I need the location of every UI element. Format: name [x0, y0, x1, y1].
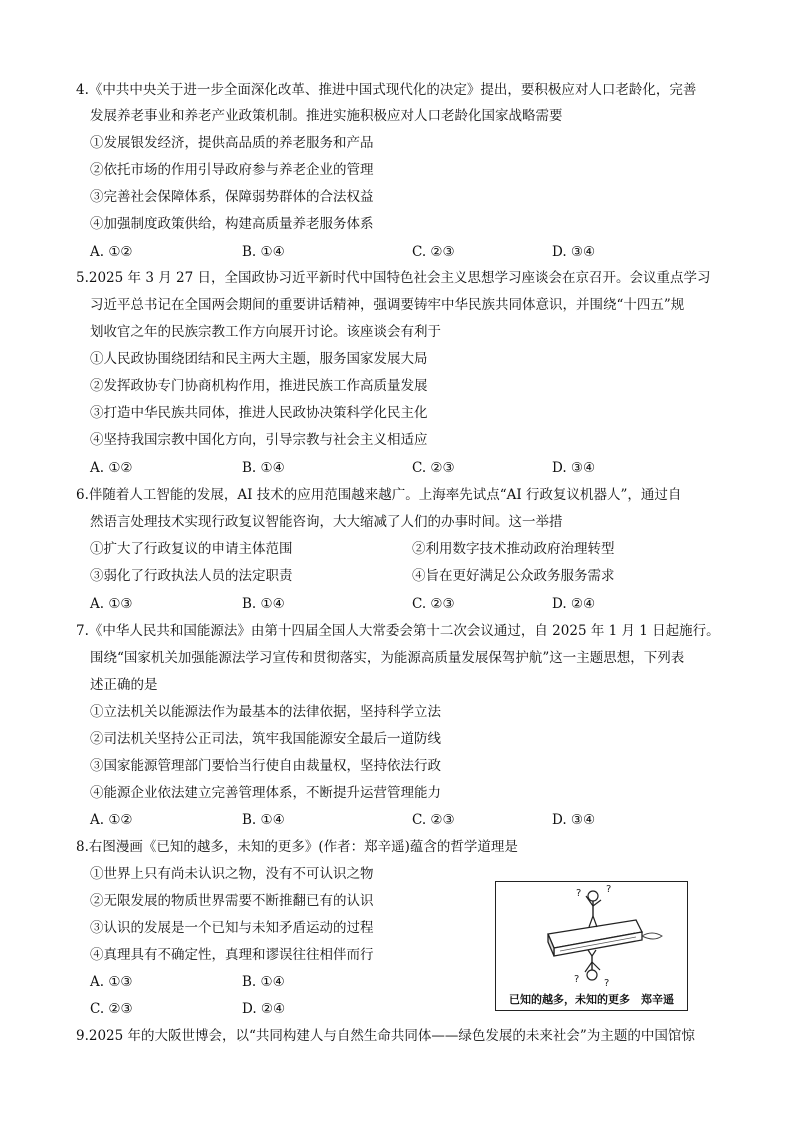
cartoon-drawing [496, 882, 687, 992]
cartoon-caption: 已知的越多，未知的更多 郑辛遥 [509, 993, 674, 1006]
q6-choice-c: C. ②③ [412, 596, 455, 612]
q7-statement-1: ①立法机关以能源法作为最基本的法律依据，坚持科学立法 [90, 704, 441, 720]
q9-stem: 9.2025 年的大阪世博会，以“共同构建人与自然生命共同体——绿色发展的未来社会”为主题的中国馆惊 [76, 1028, 695, 1044]
q5-choice-a: A. ①② [90, 460, 133, 476]
q4-stem-line-2: 发展养老事业和养老产业政策机制。推进实施积极应对人口老龄化国家战略需要 [90, 108, 563, 124]
q4-choice-a: A. ①② [90, 244, 133, 260]
q6-statement-2: ②利用数字技术推动政府治理转型 [412, 541, 615, 557]
q5-stem-line-3: 划收官之年的民族宗教工作方向展开讨论。该座谈会有利于 [90, 324, 441, 340]
q7-choice-b: B. ①④ [242, 812, 285, 828]
q5-stem-line-1: 5.2025 年 3 月 27 日，全国政协习近平新时代中国特色社会主义思想学习座谈会在京召开。会议重点学习 [76, 270, 711, 286]
q4-choice-c: C. ②③ [412, 244, 455, 260]
q5-choice-b: B. ①④ [242, 460, 285, 476]
q8-choice-c: C. ②③ [90, 1001, 133, 1017]
q6-stem-line-2: 然语言处理技术实现行政复议智能咨询，大大缩减了人们的办事时间。这一举措 [90, 514, 563, 530]
cartoon-illustration [495, 881, 688, 1011]
q8-statement-1: ①世界上只有尚未认识之物，没有不可认识之物 [90, 866, 374, 882]
q4-choice-b: B. ①④ [242, 244, 285, 260]
q4-choice-d: D. ③④ [552, 244, 596, 260]
q8-stem: 8.右图漫画《已知的越多，未知的更多》(作者：郑辛遥)蕴含的哲学道理是 [76, 839, 518, 855]
q8-statement-4: ④真理具有不确定性，真理和谬误往往相伴而行 [90, 947, 374, 963]
q7-stem-line-3: 述正确的是 [90, 677, 158, 693]
q7-statement-2: ②司法机关坚持公正司法，筑牢我国能源安全最后一道防线 [90, 731, 441, 747]
q6-stem-line-1: 6.伴随着人工智能的发展，AI 技术的应用范围越来越广。上海率先试点“AI 行政复议机器人”，通过自 [76, 487, 682, 503]
q8-statement-3: ③认识的发展是一个已知与未知矛盾运动的过程 [90, 920, 374, 936]
q4-statement-1: ①发展银发经济，提供高品质的养老服务和产品 [90, 135, 374, 151]
q7-statement-4: ④能源企业依法建立完善管理体系，不断提升运营管理能力 [90, 785, 441, 801]
q8-statement-2: ②无限发展的物质世界需要不断推翻已有的认识 [90, 893, 374, 909]
q7-stem-line-2: 围绕“国家机关加强能源法学习宣传和贯彻落实，为能源高质量发展保驾护航”这一主题思想，下列表 [90, 650, 685, 666]
q8-choice-a: A. ①③ [90, 974, 133, 990]
q4-stem-line-1: 4.《中共中央关于进一步全面深化改革、推进中国式现代化的决定》提出，要积极应对人口老龄化，完善 [76, 82, 697, 98]
q6-statement-1: ①扩大了行政复议的申请主体范围 [90, 541, 293, 557]
q7-choice-c: C. ②③ [412, 812, 455, 828]
q6-statement-3: ③弱化了行政执法人员的法定职责 [90, 568, 293, 584]
q6-choice-d: D. ②④ [552, 596, 596, 612]
svg-text:?: ? [574, 974, 580, 985]
q5-statement-2: ②发挥政协专门协商机构作用，推进民族工作高质量发展 [90, 378, 428, 394]
svg-text:?: ? [606, 884, 612, 895]
q5-statement-3: ③打造中华民族共同体，推进人民政协决策科学化民主化 [90, 405, 428, 421]
q4-statement-2: ②依托市场的作用引导政府参与养老企业的管理 [90, 162, 374, 178]
q5-stem-line-2: 习近平总书记在全国两会期间的重要讲话精神，强调要铸牢中华民族共同体意识，并围绕“十四五”规 [90, 297, 685, 313]
q4-statement-3: ③完善社会保障体系，保障弱势群体的合法权益 [90, 189, 374, 205]
q5-choice-c: C. ②③ [412, 460, 455, 476]
q8-choice-b: B. ①④ [242, 974, 285, 990]
q8-choice-d: D. ②④ [242, 1001, 286, 1017]
q5-statement-4: ④坚持我国宗教中国化方向，引导宗教与社会主义相适应 [90, 432, 428, 448]
q4-statement-4: ④加强制度政策供给，构建高质量养老服务体系 [90, 216, 374, 232]
q6-choice-a: A. ①③ [90, 596, 133, 612]
q7-choice-a: A. ①② [90, 812, 133, 828]
q6-statement-4: ④旨在更好满足公众政务服务需求 [412, 568, 615, 584]
q5-choice-d: D. ③④ [552, 460, 596, 476]
q7-stem-line-1: 7.《中华人民共和国能源法》由第十四届全国人大常委会第十二次会议通过，自 2025 年 1 月 1 日起施行。 [76, 623, 720, 639]
q5-statement-1: ①人民政协围绕团结和民主两大主题，服务国家发展大局 [90, 351, 428, 367]
svg-text:?: ? [604, 978, 610, 989]
q7-choice-d: D. ③④ [552, 812, 596, 828]
q6-choice-b: B. ①④ [242, 596, 285, 612]
svg-text:?: ? [576, 888, 582, 899]
q7-statement-3: ③国家能源管理部门要恰当行使自由裁量权，坚持依法行政 [90, 758, 441, 774]
